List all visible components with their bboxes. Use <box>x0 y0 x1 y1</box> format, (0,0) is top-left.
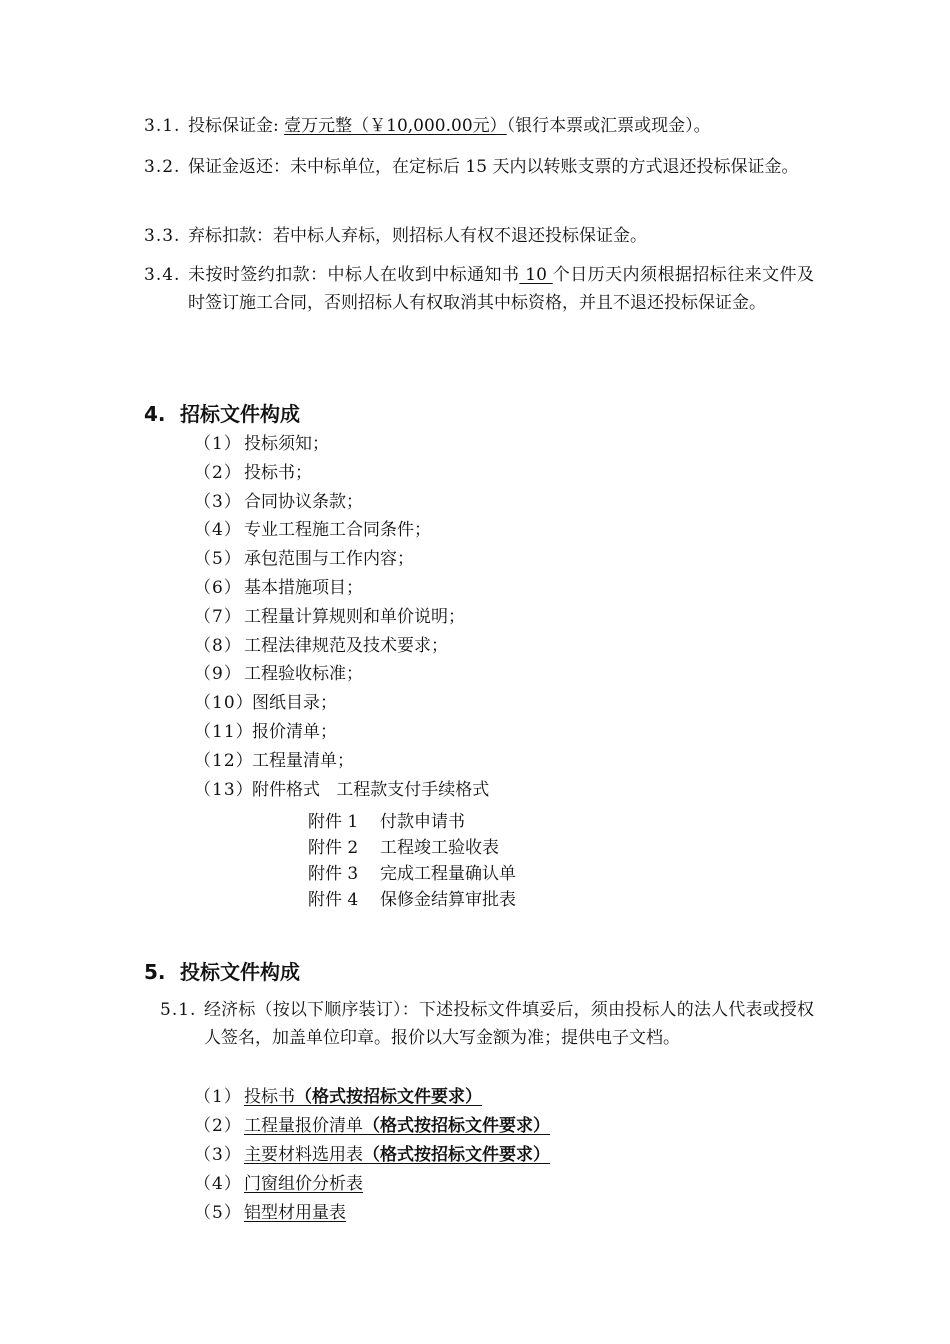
item-number: （6） <box>194 578 242 598</box>
clause-text: 保证金返还：未中标单位，在定标后 15 天内以转账支票的方式退还投标保证金。 <box>188 157 799 177</box>
deposit-amount: 壹万元整（￥10,000.00元） <box>284 116 507 136</box>
list-item <box>194 545 414 573</box>
item-note: （格式按招标文件要求） <box>295 1087 482 1107</box>
item-text: 主要材料选用表 <box>244 1145 363 1165</box>
annex-number: 附件 2 <box>308 838 359 858</box>
clause-number: 3.2. <box>144 157 181 177</box>
item-text: 承包范围与工作内容； <box>244 549 414 569</box>
annex-text: 工程竣工验收表 <box>380 838 499 858</box>
clause-3-1 <box>144 112 814 140</box>
section-4-heading <box>144 398 300 427</box>
item-text: 铝型材用量表 <box>244 1203 346 1223</box>
item-number: （2） <box>194 1116 242 1136</box>
item-number: （4） <box>194 520 242 540</box>
clause-text: 未按时签约扣款：中标人在收到中标通知书 <box>188 265 520 285</box>
list-item <box>194 603 465 631</box>
section-title: 招标文件构成 <box>180 402 300 426</box>
list-item <box>194 516 431 544</box>
list-item <box>194 1112 550 1140</box>
list-item <box>194 776 489 804</box>
list-item <box>194 430 329 458</box>
clause-text: 弃标扣款：若中标人弃标，则招标人有权不退还投标保证金。 <box>188 226 647 246</box>
annex-number: 附件 3 <box>308 864 359 884</box>
clause-text: （银行本票或汇票或现金）。 <box>506 116 711 136</box>
annex-number: 附件 4 <box>308 890 359 910</box>
item-text: 专业工程施工合同条件； <box>244 520 431 540</box>
item-text: 投标书 <box>244 1087 295 1107</box>
item-number: （1） <box>194 434 242 454</box>
clause-text: 经济标（按以下顺序装订）：下述投标文件填妥后，须由投标人的法人代表或授权人签名，加盖单位印章。报价以大写金额为准；提供电子文档。 <box>204 1000 814 1048</box>
item-number: （13） <box>194 780 254 800</box>
annex-item <box>308 861 516 887</box>
clause-3-4 <box>144 261 814 317</box>
clause-3-2 <box>144 153 814 181</box>
item-text: 工程验收标准； <box>244 664 363 684</box>
item-number: （8） <box>194 636 242 656</box>
section-number: 4. <box>144 402 166 426</box>
list-item <box>194 718 337 746</box>
calendar-days: 10 <box>519 265 553 285</box>
annex-number: 附件 1 <box>308 812 359 832</box>
list-item <box>194 747 354 775</box>
item-text: 工程量计算规则和单价说明； <box>244 607 465 627</box>
section-5-heading <box>144 956 300 985</box>
clause-number: 3.1. <box>144 116 181 136</box>
item-number: （1） <box>194 1087 242 1107</box>
clause-number: 5.1. <box>160 1000 197 1020</box>
item-text: 工程量清单； <box>252 751 354 771</box>
item-text: 基本措施项目； <box>244 578 363 598</box>
item-note: （格式按招标文件要求） <box>363 1116 550 1136</box>
item-text: 报价清单； <box>252 722 337 742</box>
item-number: （9） <box>194 664 242 684</box>
item-text: 投标书； <box>244 463 312 483</box>
list-item <box>194 1141 550 1169</box>
item-number: （3） <box>194 492 242 512</box>
annex-item <box>308 887 516 913</box>
clause-number: 3.3. <box>144 226 181 246</box>
item-number: （7） <box>194 607 242 627</box>
annex-text: 保修金结算审批表 <box>380 890 516 910</box>
list-item <box>194 660 363 688</box>
list-item <box>194 1083 482 1111</box>
list-item <box>194 488 363 516</box>
item-number: （2） <box>194 463 242 483</box>
item-text: 工程量报价清单 <box>244 1116 363 1136</box>
section-title: 投标文件构成 <box>180 960 300 984</box>
section-number: 5. <box>144 960 166 984</box>
list-item <box>194 459 312 487</box>
list-item <box>194 689 337 717</box>
item-text: 投标须知； <box>244 434 329 454</box>
item-number: （12） <box>194 751 254 771</box>
clause-3-3 <box>144 222 814 250</box>
item-number: （4） <box>194 1174 242 1194</box>
item-number: （10） <box>194 693 254 713</box>
list-item <box>194 574 363 602</box>
annex-item <box>308 809 465 835</box>
annex-text: 完成工程量确认单 <box>380 864 516 884</box>
annex-item <box>308 835 499 861</box>
item-number: （5） <box>194 1203 242 1223</box>
item-text: 附件格式 工程款支付手续格式 <box>252 780 490 800</box>
list-item <box>194 1170 363 1198</box>
item-number: （3） <box>194 1145 242 1165</box>
clause-text: 投标保证金: <box>188 116 285 136</box>
item-text: 图纸目录； <box>252 693 337 713</box>
item-note: （格式按招标文件要求） <box>363 1145 550 1165</box>
item-text: 门窗组价分析表 <box>244 1174 363 1194</box>
item-number: （5） <box>194 549 242 569</box>
clause-5-1 <box>160 996 814 1052</box>
annex-text: 付款申请书 <box>380 812 465 832</box>
list-item <box>194 632 448 660</box>
item-number: （11） <box>194 722 254 742</box>
item-text: 工程法律规范及技术要求； <box>244 636 448 656</box>
clause-text: 个日历天内须根据招标往来文件及时签订施工合同，否则招标人有权取消其中标资格，并且不退还投标保证金。 <box>188 265 814 313</box>
item-text: 合同协议条款； <box>244 492 363 512</box>
clause-number: 3.4. <box>144 265 181 285</box>
list-item <box>194 1199 346 1227</box>
